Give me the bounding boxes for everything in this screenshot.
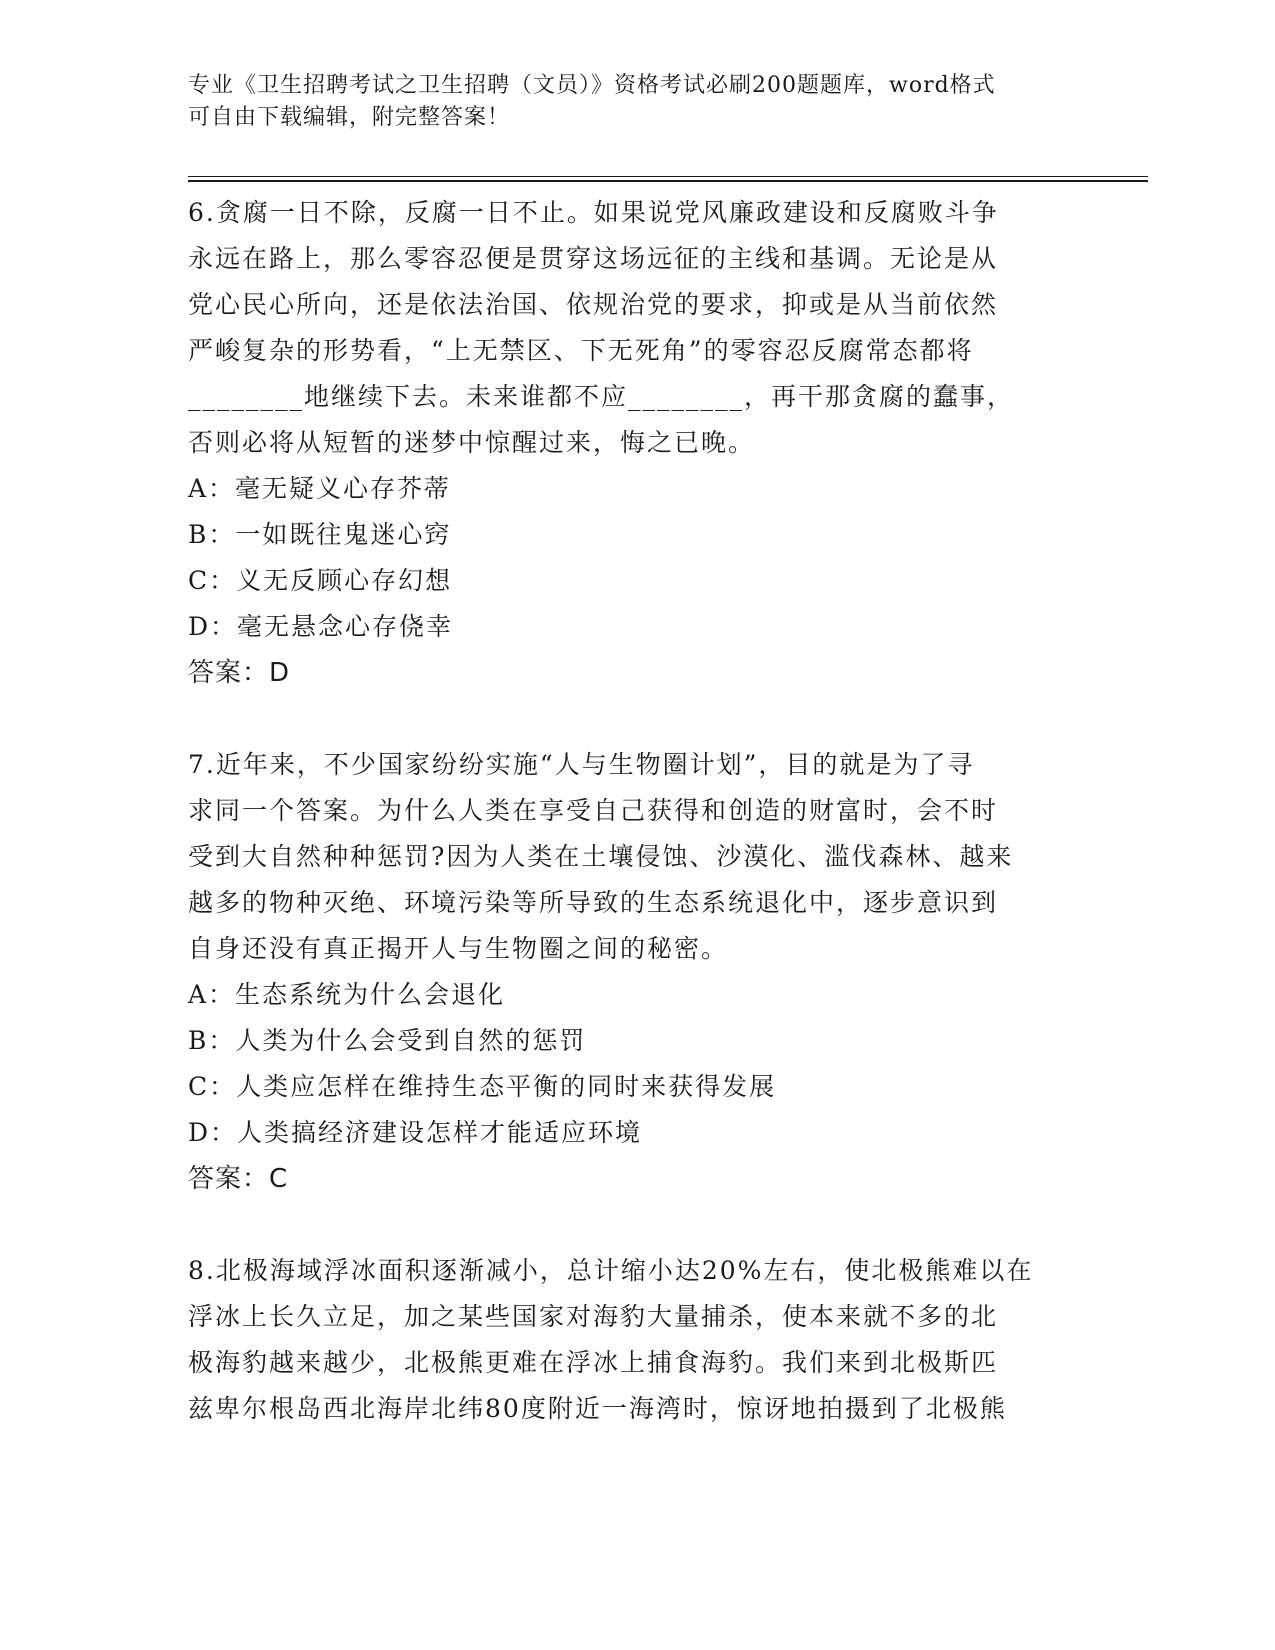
- question-stem-line: ________地继续下去。未来谁都不应________，再干那贪腐的蠢事，: [188, 382, 1015, 411]
- header-divider-thin: [188, 176, 1148, 177]
- question-spacer: [188, 696, 1088, 742]
- document-body: [188, 190, 1088, 1432]
- answer-label: 答案：D: [188, 658, 291, 688]
- option-a: A：生态系统为什么会退化: [188, 980, 506, 1009]
- question-stem-line: 受到大自然种种惩罚?因为人类在土壤侵蚀、沙漠化、滥伐森林、越来: [188, 842, 1014, 871]
- option-b: B：一如既往鬼迷心窍: [188, 520, 452, 549]
- question-stem-line: 兹卑尔根岛西北海岸北纬80度附近一海湾时，惊讶地拍摄到了北极熊: [188, 1394, 1007, 1423]
- question-stem-line: 严峻复杂的形势看，“上无禁区、下无死角”的零容忍反腐常态都将: [188, 336, 974, 365]
- question-stem-line: 浮冰上长久立足，加之某些国家对海豹大量捕杀，使本来就不多的北: [188, 1302, 999, 1331]
- question-stem-line: 7.近年来，不少国家纷纷实施“人与生物圈计划”，目的就是为了寻: [188, 750, 975, 779]
- question-stem-line: 极海豹越来越少，北极熊更难在浮冰上捕食海豹。我们来到北极斯匹: [188, 1348, 999, 1377]
- option-a: A：毫无疑义心存芥蒂: [188, 474, 452, 503]
- question-spacer: [188, 1202, 1088, 1248]
- question-stem-line: 自身还没有真正揭开人与生物圈之间的秘密。: [188, 934, 729, 963]
- header-line-2: 可自由下载编辑，附完整答案！: [188, 105, 511, 130]
- question-stem-line: 越多的物种灭绝、环境污染等所导致的生态系统退化中，逐步意识到: [188, 888, 999, 917]
- option-d: D：人类搞经济建设怎样才能适应环境: [188, 1118, 643, 1147]
- answer-label: 答案：C: [188, 1164, 289, 1194]
- header-divider-thick: [188, 180, 1148, 182]
- question-7: [188, 742, 1088, 1202]
- question-stem-line: 求同一个答案。为什么人类在享受自己获得和创造的财富时，会不时: [188, 796, 999, 825]
- question-6: [188, 190, 1088, 696]
- question-stem-line: 永远在路上，那么零容忍便是贯穿这场远征的主线和基调。无论是从: [188, 244, 999, 273]
- option-c: C：义无反顾心存幻想: [188, 566, 453, 595]
- question-stem-line: 否则必将从短暂的迷梦中惊醒过来，悔之已晚。: [188, 428, 756, 457]
- question-stem-line: 8.北极海域浮冰面积逐渐减小，总计缩小达20%左右，使北极熊难以在: [188, 1256, 1034, 1285]
- question-stem-line: 6.贪腐一日不除，反腐一日不止。如果说党风廉政建设和反腐败斗争: [188, 198, 999, 227]
- option-d: D：毫无悬念心存侥幸: [188, 612, 454, 641]
- header-line-1: 专业《卫生招聘考试之卫生招聘（文员）》资格考试必刷200题题库，word格式: [188, 73, 996, 98]
- document-header: [188, 70, 1068, 134]
- option-c: C：人类应怎样在维持生态平衡的同时来获得发展: [188, 1072, 777, 1101]
- option-b: B：人类为什么会受到自然的惩罚: [188, 1026, 587, 1055]
- question-8: [188, 1248, 1088, 1432]
- question-stem-line: 党心民心所向，还是依法治国、依规治党的要求，抑或是从当前依然: [188, 290, 999, 319]
